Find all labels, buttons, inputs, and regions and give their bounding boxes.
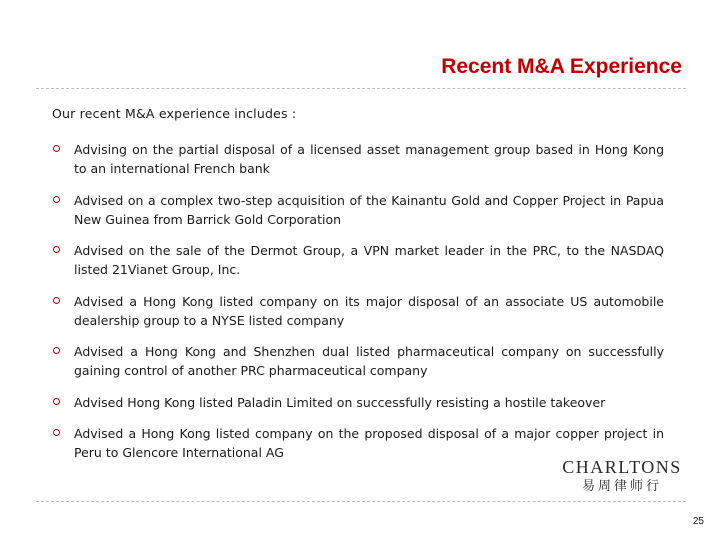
list-item — [52, 342, 664, 380]
bullet-circle-icon — [53, 196, 60, 203]
list-item-text: Advised Hong Kong listed Paladin Limited on successfully resisting a hostile takeover — [74, 394, 606, 410]
experience-list — [52, 140, 664, 475]
bullet-circle-icon — [53, 246, 60, 253]
charltons-logo — [560, 456, 684, 496]
bullet-circle-icon — [53, 398, 60, 405]
list-item — [52, 191, 664, 229]
bullet-circle-icon — [53, 297, 60, 304]
logo-latin-text: CHARLTONS — [562, 457, 682, 477]
list-item-text: Advised a Hong Kong listed company on its major disposal of an associate US automobile dealership group to a NYSE listed company — [74, 293, 664, 328]
bullet-circle-icon — [53, 429, 60, 436]
page-number: 25 — [692, 516, 704, 527]
list-item-text: Advised a Hong Kong listed company on the proposed disposal of a major copper project in Peru to Glencore International AG — [74, 426, 664, 460]
bullet-circle-icon — [53, 347, 60, 354]
list-item-text: Advised on the sale of the Dermot Group, a VPN market leader in the PRC, to the NASDAQ listed 21Vianet Group, Inc. — [74, 243, 664, 277]
list-item-text: Advised on a complex two-step acquisition of the Kainantu Gold and Copper Project in Papua New Guinea from Barrick Gold Corporation — [74, 192, 664, 227]
list-item — [52, 241, 664, 279]
top-divider — [36, 88, 686, 89]
list-item — [52, 140, 664, 178]
list-item-text: Advised a Hong Kong and Shenzhen dual listed pharmaceutical company on successfully gaining control of another PRC pharmaceutical company — [74, 344, 664, 378]
bottom-divider — [36, 501, 686, 502]
slide-title: Recent M&A Experience — [441, 55, 682, 78]
list-item — [52, 292, 664, 330]
bullet-circle-icon — [53, 145, 60, 152]
intro-text: Our recent M&A experience includes : — [52, 106, 297, 121]
logo-chinese-text: 易周律师行 — [581, 479, 662, 494]
list-item — [52, 393, 664, 412]
list-item-text: Advising on the partial disposal of a licensed asset management group based in Hong Kong to an international French bank — [74, 142, 664, 176]
